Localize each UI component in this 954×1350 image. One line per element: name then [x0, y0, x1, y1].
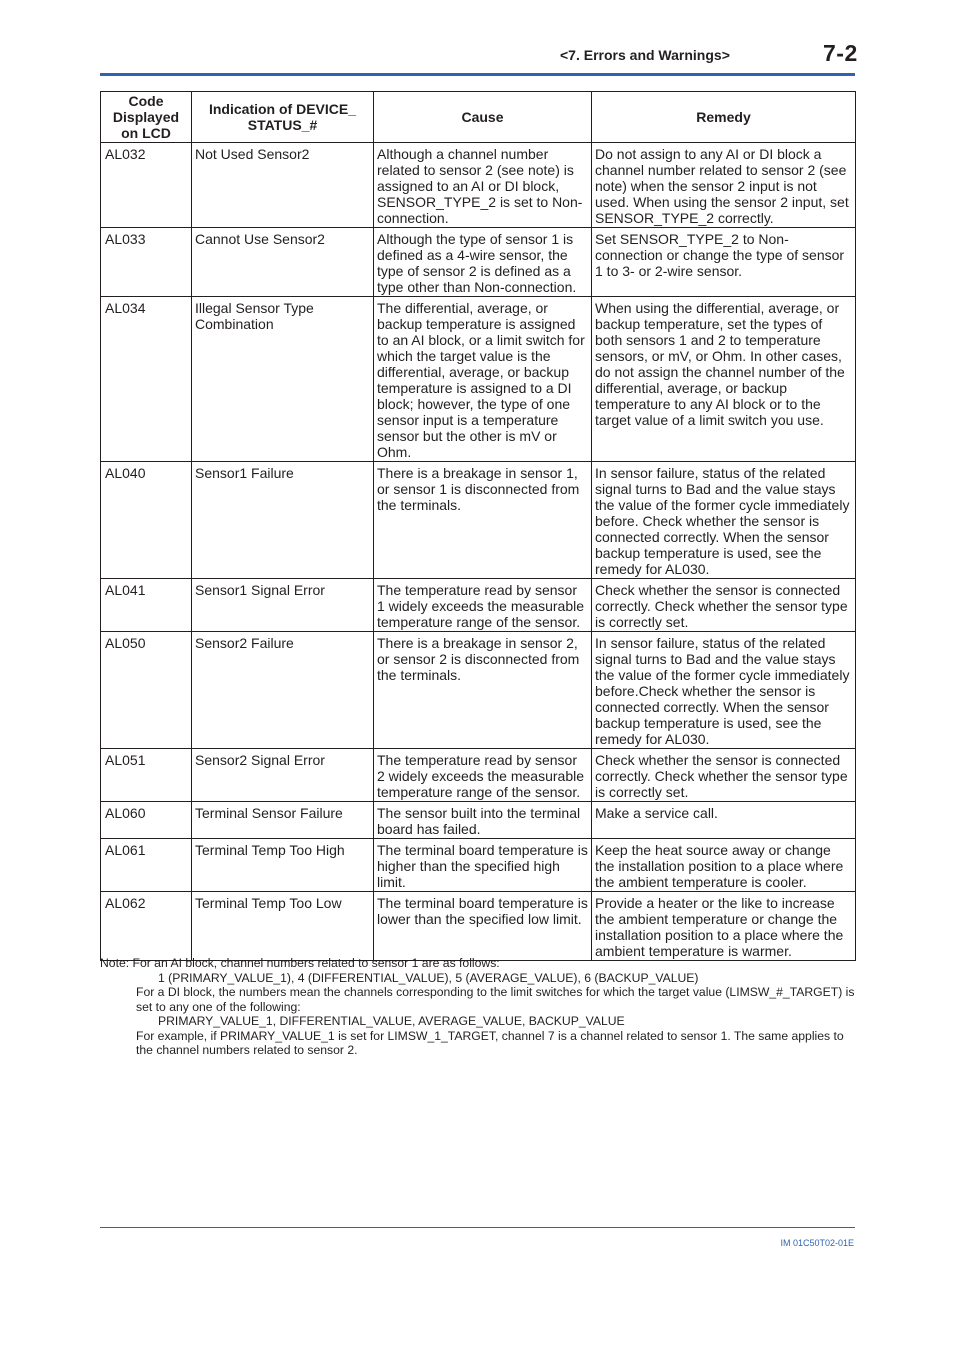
indication-cell: Sensor1 Signal Error	[192, 579, 374, 632]
table-row	[101, 632, 856, 749]
note-line: For a DI block, the numbers mean the channels corresponding to the limit switches for which the target value (LIMSW_#_TARGET) is set to any one of the following:	[136, 985, 855, 1014]
code-cell: AL051	[101, 749, 192, 802]
table-row	[101, 579, 856, 632]
cause-cell: The terminal board temperature is lower than the specified low limit.	[374, 892, 592, 961]
table-row	[101, 143, 856, 228]
note-line: For example, if PRIMARY_VALUE_1 is set for LIMSW_1_TARGET, channel 7 is a channel related to sensor 1. The same applies to the channel numbers related to sensor 2.	[136, 1028, 844, 1057]
header-divider	[100, 73, 855, 76]
cause-cell: Although a channel number related to sensor 2 (see note) is assigned to an AI or DI block, SENSOR_TYPE_2 is set to Non-connection.	[374, 143, 592, 228]
indication-cell: Terminal Temp Too Low	[192, 892, 374, 961]
code-cell: AL041	[101, 579, 192, 632]
cause-cell: The temperature read by sensor 1 widely exceeds the measurable temperature range of the sensor.	[374, 579, 592, 632]
remedy-cell: Do not assign to any AI or DI block a channel number related to sensor 2 (see note) when the sensor 2 input is not used. When using the sensor 2 input, set SENSOR_TYPE_2 correctly.	[592, 143, 856, 228]
indication-cell: Illegal Sensor Type Combination	[192, 297, 374, 462]
remedy-cell: Check whether the sensor is connected correctly. Check whether the sensor type is correctly set.	[592, 579, 856, 632]
document-id: IM 01C50T02-01E	[780, 1238, 854, 1248]
table-note	[100, 956, 860, 1058]
remedy-cell: Keep the heat source away or change the installation position to a place where the ambient temperature is cooler.	[592, 839, 856, 892]
cause-cell: The terminal board temperature is higher than the specified high limit.	[374, 839, 592, 892]
indication-cell: Sensor1 Failure	[192, 462, 374, 579]
cause-cell: The sensor built into the terminal board has failed.	[374, 802, 592, 839]
cause-cell: There is a breakage in sensor 2, or sensor 2 is disconnected from the terminals.	[374, 632, 592, 749]
code-cell: AL060	[101, 802, 192, 839]
code-cell: AL062	[101, 892, 192, 961]
indication-cell: Terminal Temp Too High	[192, 839, 374, 892]
section-title: <7. Errors and Warnings>	[560, 47, 730, 63]
cause-cell: The temperature read by sensor 2 widely exceeds the measurable temperature range of the sensor.	[374, 749, 592, 802]
note-line: 1 (PRIMARY_VALUE_1), 4 (DIFFERENTIAL_VALUE), 5 (AVERAGE_VALUE), 6 (BACKUP_VALUE)	[158, 970, 699, 985]
remedy-cell: Provide a heater or the like to increase the ambient temperature or change the installation position to a place where the ambient temperature is warmer.	[592, 892, 856, 961]
column-header-remedy: Remedy	[592, 92, 856, 143]
remedy-cell: Check whether the sensor is connected correctly. Check whether the sensor type is correctly set.	[592, 749, 856, 802]
code-cell: AL032	[101, 143, 192, 228]
code-cell: AL050	[101, 632, 192, 749]
indication-cell: Cannot Use Sensor2	[192, 228, 374, 297]
code-cell: AL033	[101, 228, 192, 297]
table-row	[101, 749, 856, 802]
code-cell: AL040	[101, 462, 192, 579]
table-row	[101, 462, 856, 579]
indication-cell: Terminal Sensor Failure	[192, 802, 374, 839]
table-row	[101, 839, 856, 892]
note-line: PRIMARY_VALUE_1, DIFFERENTIAL_VALUE, AVERAGE_VALUE, BACKUP_VALUE	[158, 1014, 625, 1028]
table-row	[101, 802, 856, 839]
table-row	[101, 297, 856, 462]
table-row	[101, 228, 856, 297]
remedy-cell: In sensor failure, status of the related signal turns to Bad and the value stays the value of the former cycle immediately before. Check whether the sensor is connected correctly. When the sensor backup temperature is used, see the remedy for AL030.	[592, 462, 856, 579]
table-header-row	[101, 92, 856, 143]
code-cell: AL034	[101, 297, 192, 462]
cause-cell: The differential, average, or backup temperature is assigned to an AI block, or a limit switch for which the target value is the differential, average, or backup temperature is assigned to a DI block; however, the type of one sensor input is a temperature sensor but the other is mV or Ohm.	[374, 297, 592, 462]
cause-cell: Although the type of sensor 1 is defined as a 4-wire sensor, the type of sensor 2 is defined as a type other than Non-connection.	[374, 228, 592, 297]
column-header-code: Code Displayed on LCD	[101, 92, 192, 143]
indication-cell: Sensor2 Signal Error	[192, 749, 374, 802]
column-header-indication: Indication of DEVICE_ STATUS_#	[192, 92, 374, 143]
remedy-cell: Make a service call.	[592, 802, 856, 839]
error-table	[100, 91, 856, 961]
indication-cell: Not Used Sensor2	[192, 143, 374, 228]
note-line: Note: For an AI block, channel numbers related to sensor 1 are as follows:	[100, 956, 500, 970]
column-header-cause: Cause	[374, 92, 592, 143]
remedy-cell: In sensor failure, status of the related signal turns to Bad and the value stays the value of the former cycle immediately before.Check whether the sensor is connected correctly. When the sensor backup temperature is used, see the remedy for AL030.	[592, 632, 856, 749]
indication-cell: Sensor2 Failure	[192, 632, 374, 749]
cause-cell: There is a breakage in sensor 1, or sensor 1 is disconnected from the terminals.	[374, 462, 592, 579]
page-number: 7-2	[823, 40, 858, 66]
remedy-cell: When using the differential, average, or backup temperature, set the types of both sensors 1 and 2 to temperature sensors, or mV, or Ohm. In other cases, do not assign the channel number of the differential, average, or backup temperature to any AI block or to the target value of a limit switch you use.	[592, 297, 856, 462]
footer-divider	[100, 1227, 855, 1228]
code-cell: AL061	[101, 839, 192, 892]
remedy-cell: Set SENSOR_TYPE_2 to Non-connection or change the type of sensor 1 to 3- or 2-wire sensor.	[592, 228, 856, 297]
table-row	[101, 892, 856, 961]
